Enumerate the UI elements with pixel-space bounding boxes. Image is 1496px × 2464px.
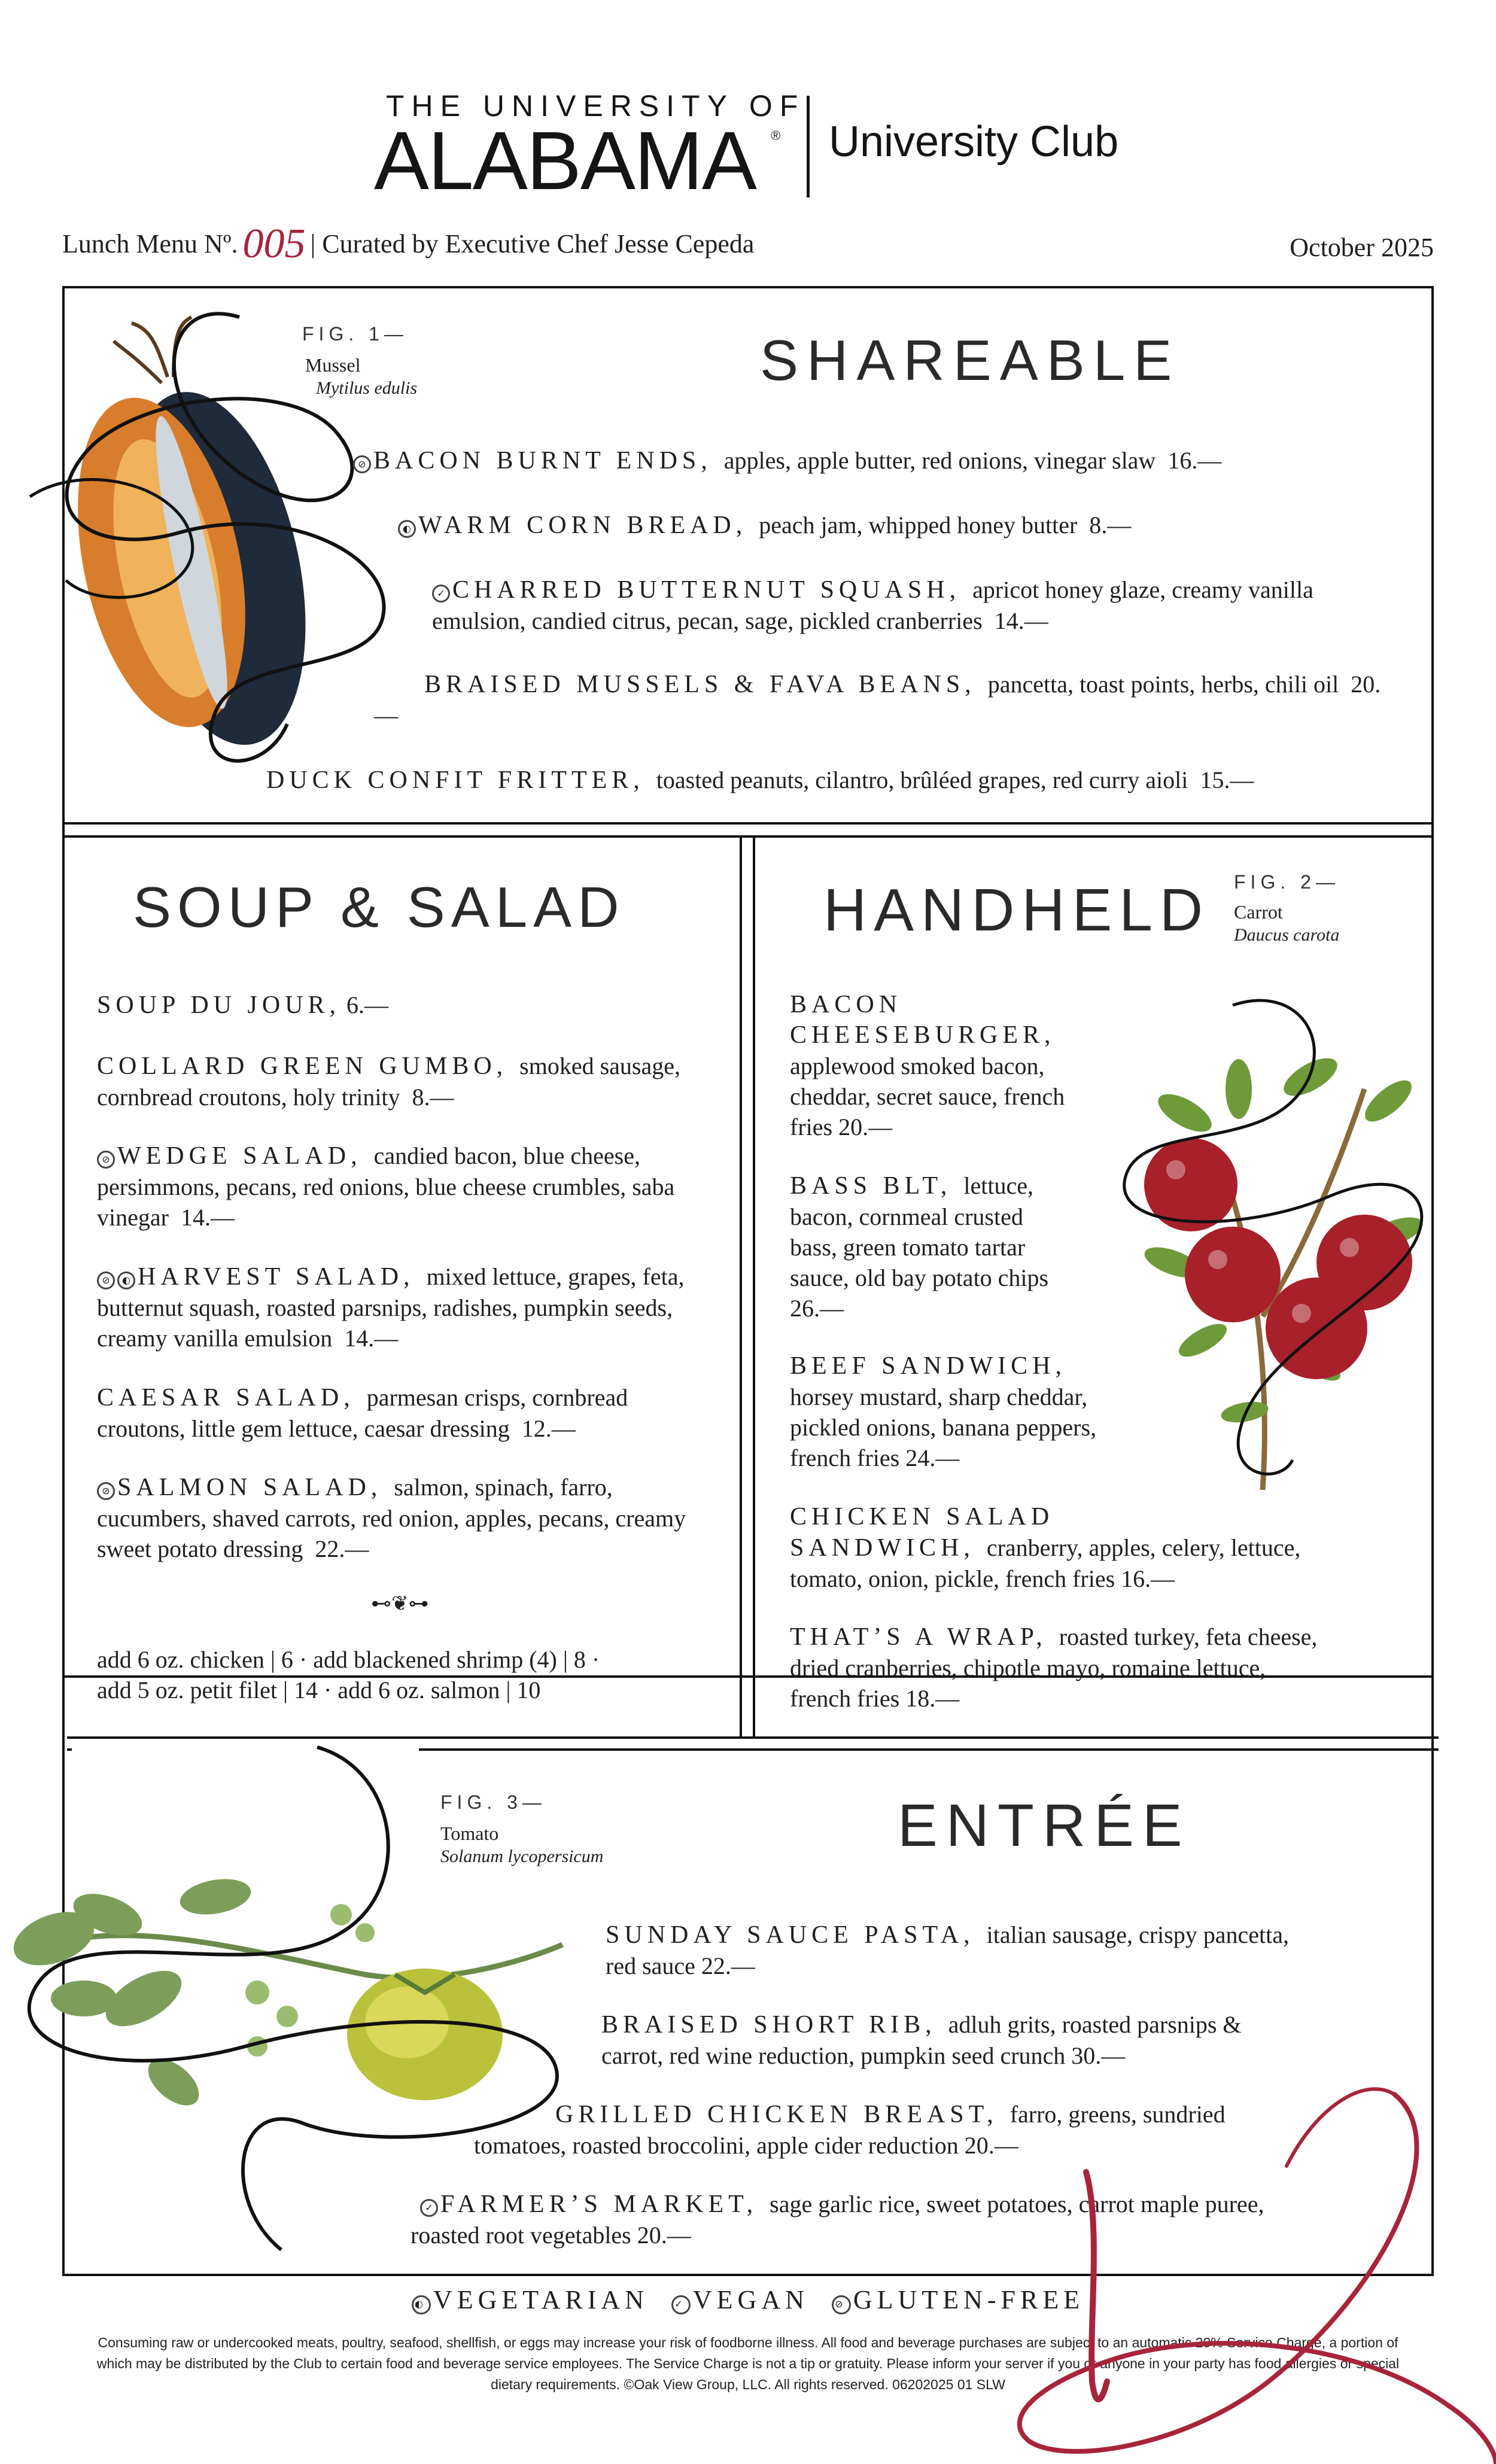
- university-name: ALABAMA: [374, 115, 756, 207]
- legend-gluten-free: GLUTEN-FREE: [853, 2285, 1085, 2314]
- vegetarian-icon: ◐: [117, 1271, 135, 1289]
- shareable-item-5: DUCK CONFIT FRITTER, toasted peanuts, cilantro, brûléed grapes, red curry aioli 15.—: [266, 766, 1254, 794]
- soup-item-1: SOUP DU JOUR, 6.—: [97, 991, 389, 1019]
- entree-title: ENTRÉE: [898, 1792, 1191, 1859]
- header-divider: [807, 96, 810, 197]
- handheld-item-1: BACON CHEESEBURGER, applewood smoked bacon, cheddar, secret sauce, french fries 20.—: [790, 991, 1065, 1140]
- handheld-item-4: CHICKEN SALAD SANDWICH, cranberry, apples, celery, lettuce, tomato, onion, pickle, french fries 16.—: [790, 1503, 1301, 1592]
- entree-item-3: GRILLED CHICKEN BREAST, farro, greens, sundried tomatoes, roasted broccolini, apple cider reduction 20.—: [474, 2101, 1226, 2159]
- fig1-latin: Mytilus edulis: [316, 378, 418, 398]
- handwritten-number-watermark: [850, 2070, 1496, 2464]
- fine-print: Consuming raw or undercooked meats, poultry, seafood, shellfish, or eggs may increase your risk of foodborne illness. All food and beverage purchases are subject to an automatic 20% Service Charge, a portion of which may be distributed by the Club to certain food and beverage service employees. The Service Charge is not a tip or gratuity. Please inform your server if you or anyone in your party has food allergies or special dietary requirements. ©Oak View Group, LLC. All rights reserved. 06202025 01 SLW: [96, 2335, 1400, 2392]
- gluten-free-icon: ⊘: [832, 2295, 851, 2314]
- handheld-item-5: THAT’S A WRAP, roasted turkey, feta cheese, dried cranberries, chipotle mayo, romaine lettuce, french fries 18.—: [790, 1623, 1318, 1712]
- addons-line-1: add 6 oz. chicken | 6 · add blackened shrimp (4) | 8 ·: [97, 1646, 600, 1673]
- menu-label: Lunch Menu Nº.: [62, 229, 238, 258]
- registered-mark: ®: [771, 128, 781, 143]
- legend-vegetarian: VEGETARIAN: [433, 2285, 649, 2314]
- shareable-item-1: ⊘ BACON BURNT ENDS, apples, apple butter, red onions, vinegar slaw 16.—: [353, 445, 1406, 476]
- shareable-item-4: BRAISED MUSSELS & FAVA BEANS, pancetta, toast points, herbs, chili oil 20.—: [374, 671, 1381, 729]
- gluten-free-icon: ⊘: [97, 1271, 115, 1289]
- shareable-item-2: ◐ WARM CORN BREAD, peach jam, whipped honey butter 8.—: [398, 510, 1415, 541]
- menu-subtitle: [62, 220, 754, 268]
- soup-item-2: COLLARD GREEN GUMBO, smoked sausage, cornbread croutons, holy trinity 8.—: [97, 1052, 680, 1111]
- soup-item-3: ⊘ WEDGE SALAD, candied bacon, blue cheese, persimmons, pecans, red onions, blue cheese crumbles, saba vinegar 14.—: [97, 1142, 675, 1231]
- vegan-icon: ✓: [420, 2199, 438, 2217]
- vegetarian-icon: ◐: [412, 2295, 431, 2314]
- entree-item-2: BRAISED SHORT RIB, adluh grits, roasted parsnips & carrot, red wine reduction, pumpkin seed crunch 30.—: [601, 2011, 1242, 2069]
- addons-line-2: add 5 oz. petit filet | 14 · add 6 oz. salmon | 10: [97, 1677, 541, 1703]
- fig1-name: Mussel: [305, 354, 361, 376]
- fig3-label: FIG. 3—: [440, 1791, 546, 1813]
- handheld-item-3: BEEF SANDWICH, horsey mustard, sharp cheddar, pickled onions, banana peppers, french fries 24.—: [790, 1352, 1097, 1471]
- soup-item-5: CAESAR SALAD, parmesan crisps, cornbread croutons, little gem lettuce, caesar dressing 12.—: [97, 1384, 628, 1442]
- gluten-free-icon: ⊘: [97, 1151, 115, 1169]
- soup-item-4: ⊘ ◐ HARVEST SALAD, mixed lettuce, grapes, feta, butternut squash, roasted parsnips, radishes, pumpkin seeds, creamy vanilla emulsion 14.—: [97, 1263, 685, 1352]
- vegan-icon: ✓: [671, 2295, 691, 2314]
- shareable-item-3: ✓ CHARRED BUTTERNUT SQUASH, apricot honey glaze, creamy vanilla emulsion, candied citrus, pecan, sage, pickled cranberries 14.—: [432, 576, 1313, 634]
- entree-item-4: ✓ FARMER’S MARKET, sage garlic rice, sweet potatoes, carrot maple puree, roasted root vegetables 20.—: [411, 2191, 1264, 2249]
- curator-line: | Curated by Executive Chef Jesse Cepeda: [310, 229, 755, 258]
- handheld-item-2: BASS BLT, lettuce, bacon, cornmeal crusted bass, green tomato tartar sauce, old bay potato chips 26.—: [790, 1172, 1049, 1322]
- handheld-title: HANDHELD: [823, 877, 1211, 944]
- menu-date: October 2025: [1290, 233, 1434, 262]
- fig2-label: FIG. 2—: [1234, 871, 1340, 893]
- ornament-divider: ⊷❦⊶: [371, 1593, 429, 1615]
- fig2-latin: Daucus carota: [1234, 925, 1340, 945]
- club-name: University Club: [829, 118, 1119, 166]
- gluten-free-icon: ⊘: [353, 455, 371, 473]
- gluten-free-icon: ⊘: [97, 1482, 115, 1500]
- university-top-line: THE UNIVERSITY OF: [386, 89, 805, 123]
- soup-addons: [97, 1644, 731, 1705]
- entree-item-1: SUNDAY SAUCE PASTA, italian sausage, crispy pancetta, red sauce 22.—: [606, 1921, 1289, 1979]
- vegan-icon: ✓: [432, 585, 450, 603]
- divider-shareable-bottom-1: [62, 822, 1434, 825]
- vegetarian-icon: ◐: [398, 520, 416, 538]
- fig3-latin: Solanum lycopersicum: [440, 1847, 604, 1866]
- fig1-label: FIG. 1—: [302, 323, 408, 345]
- soup-salad-title: SOUP & SALAD: [133, 875, 625, 939]
- soup-item-6: ⊘ SALMON SALAD, salmon, spinach, farro, cucumbers, shaved carrots, red onion, apples, pecans, creamy sweet potato dressing 22.—: [97, 1474, 686, 1562]
- fig3-name: Tomato: [440, 1823, 499, 1844]
- legend-vegan: VEGAN: [692, 2285, 809, 2314]
- shareable-title: SHAREABLE: [760, 328, 1181, 393]
- fig2-name: Carrot: [1234, 901, 1283, 923]
- menu-number: 005: [242, 221, 306, 267]
